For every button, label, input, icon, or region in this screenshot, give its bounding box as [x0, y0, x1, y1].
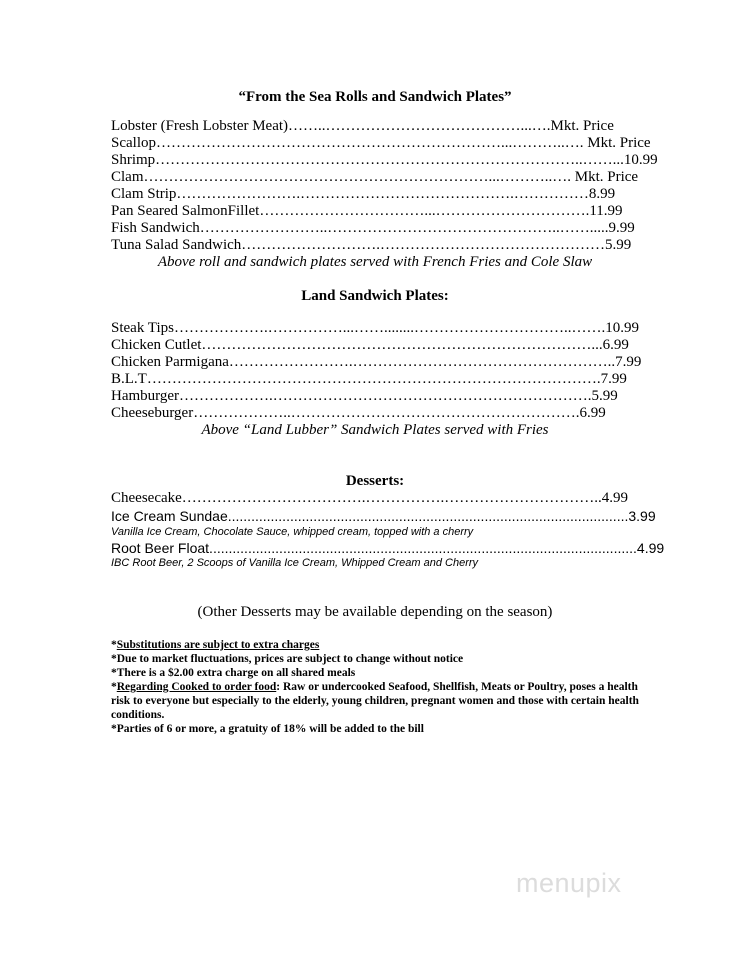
menu-item-fish-sandwich: Fish Sandwich……………………..………………………………………..…….....9.99: [111, 220, 635, 236]
footer-gratuity: *Parties of 6 or more, a gratuity of 18% will be added to the bill: [111, 723, 424, 735]
desserts-section-title: Desserts:: [345, 473, 405, 489]
footer-cooked-to-order: *Regarding Cooked to order food: Raw or undercooked Seafood, Shellfish, Meats or Poultry, poses a health risk to everyone but especially to the elderly, young children, pregnant women and those with certain health conditions.: [111, 681, 639, 721]
menu-item-salmon: Pan Seared SalmonFillet……………………………...………………………….11.99: [111, 203, 623, 219]
sundae-description: Vanilla Ice Cream, Chocolate Sauce, whipped cream, topped with a cherry: [111, 526, 474, 538]
menu-item-cheeseburger: Cheeseburger………………..………………………………………………….6.99: [111, 405, 606, 421]
land-section-note: Above “Land Lubber” Sandwich Plates served with Fries: [201, 422, 549, 438]
menu-item-root-beer-float: Root Beer Float..............................................................................................................4.99: [111, 540, 665, 556]
sea-section-title: “From the Sea Rolls and Sandwich Plates”: [238, 89, 512, 105]
menupix-watermark: menupix: [516, 868, 622, 898]
menu-item-steak-tips: Steak Tips……………….……………...……........…………………………..…….10.99: [111, 320, 639, 336]
menu-item-tuna-sandwich: Tuna Salad Sandwich……………………….………………………………………5.99: [111, 237, 632, 253]
footer-substitutions: *Substitutions are subject to extra charges: [111, 639, 320, 651]
menu-item-lobster: Lobster (Fresh Lobster Meat)……..…………………………………...….Mkt. Price: [111, 118, 614, 134]
footer-market-fluctuations: *Due to market fluctuations, prices are subject to change without notice: [111, 653, 464, 665]
sea-section-note: Above roll and sandwich plates served with French Fries and Cole Slaw: [157, 254, 593, 270]
menu-item-cheesecake: Cheesecake……………………………….…………….…………………………..4.99: [111, 490, 629, 506]
root-beer-float-description: IBC Root Beer, 2 Scoops of Vanilla Ice Cream, Whipped Cream and Cherry: [111, 557, 479, 569]
menu-item-blt: B.L.T……………………………………………………………………………….7.99: [111, 371, 627, 387]
menu-item-chicken-parmigana: Chicken Parmigana…………………….……………………………………………..7.99: [111, 354, 642, 370]
menu-item-hamburger: Hamburger……………….……………………………………………………….5.99: [111, 388, 618, 404]
other-desserts-note: (Other Desserts may be available depending on the season): [197, 604, 553, 620]
menu-item-ice-cream-sundae: Ice Cream Sundae.......................................................................................................3.99: [111, 508, 656, 524]
menu-item-chicken-cutlet: Chicken Cutlet……………………………………………………………………...6.99: [111, 337, 629, 353]
land-section-title: Land Sandwich Plates:: [301, 288, 449, 304]
menu-item-clam-strip: Clam Strip…………………….…………………………………….……………8.99: [111, 186, 616, 202]
footer-shared-meals: *There is a $2.00 extra charge on all shared meals: [111, 667, 356, 679]
footer-notes: [111, 638, 641, 736]
menu-item-scallop: Scallop……………………………………………………………...………..…. Mkt. Price: [111, 135, 651, 151]
menu-item-shrimp: Shrimp…………………………………………………………………………..……...10.99: [111, 152, 658, 168]
menu-item-clam: Clam……………………………………………………………...………..…. Mkt. Price: [111, 169, 639, 185]
